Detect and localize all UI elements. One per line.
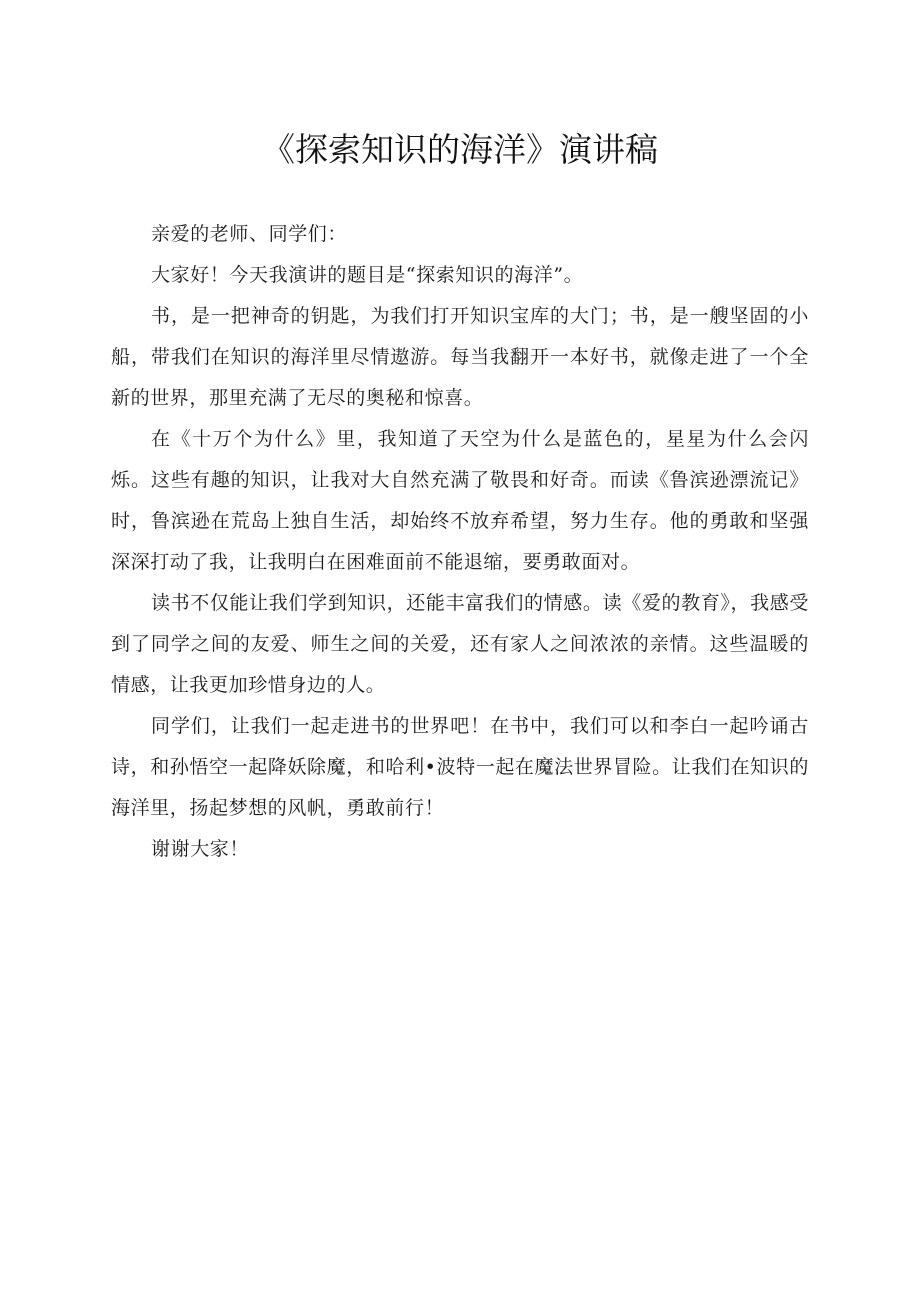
intro-paragraph: 大家好！今天我演讲的题目是“探索知识的海洋”。 [151, 264, 584, 286]
reading-examples-paragraph: 在《十万个为什么》里，我知道了天空为什么是蓝色的，星星为什么会闪烁。这些有趣的知识，让我对大自然充满了敬畏和好奇。而读《鲁滨逊漂流记》时，鲁滨逊在荒岛上独自生活，却始终不放弃希望，努力生存。他的勇敢和坚强深深打动了我，让我明白在困难面前不能退缩，要勇敢面对。 [111, 428, 809, 573]
emotions-paragraph: 读书不仅能让我们学到知识，还能丰富我们的情感。读《爱的教育》，我感受到了同学之间的友爱、师生之间的关爱，还有家人之间浓浓的亲情。这些温暖的情感，让我更加珍惜身边的人。 [111, 592, 809, 696]
closing-paragraph: 谢谢大家！ [151, 838, 250, 860]
page-title: 《探索知识的海洋》演讲稿 [262, 130, 658, 169]
books-paragraph: 书，是一把神奇的钥匙，为我们打开知识宝库的大门；书，是一艘坚固的小船，带我们在知识的海洋里尽情遨游。每当我翻开一本好书，就像走进了一个全新的世界，那里充满了无尽的奥秘和惊喜。 [111, 305, 809, 409]
speech-body [111, 214, 809, 870]
call-to-action-paragraph: 同学们，让我们一起走进书的世界吧！在书中，我们可以和李白一起吟诵古诗，和孙悟空一起降妖除魔，和哈利•波特一起在魔法世界冒险。让我们在知识的海洋里，扬起梦想的风帆，勇敢前行！ [111, 715, 809, 819]
greeting-paragraph: 亲爱的老师、同学们： [151, 223, 348, 245]
